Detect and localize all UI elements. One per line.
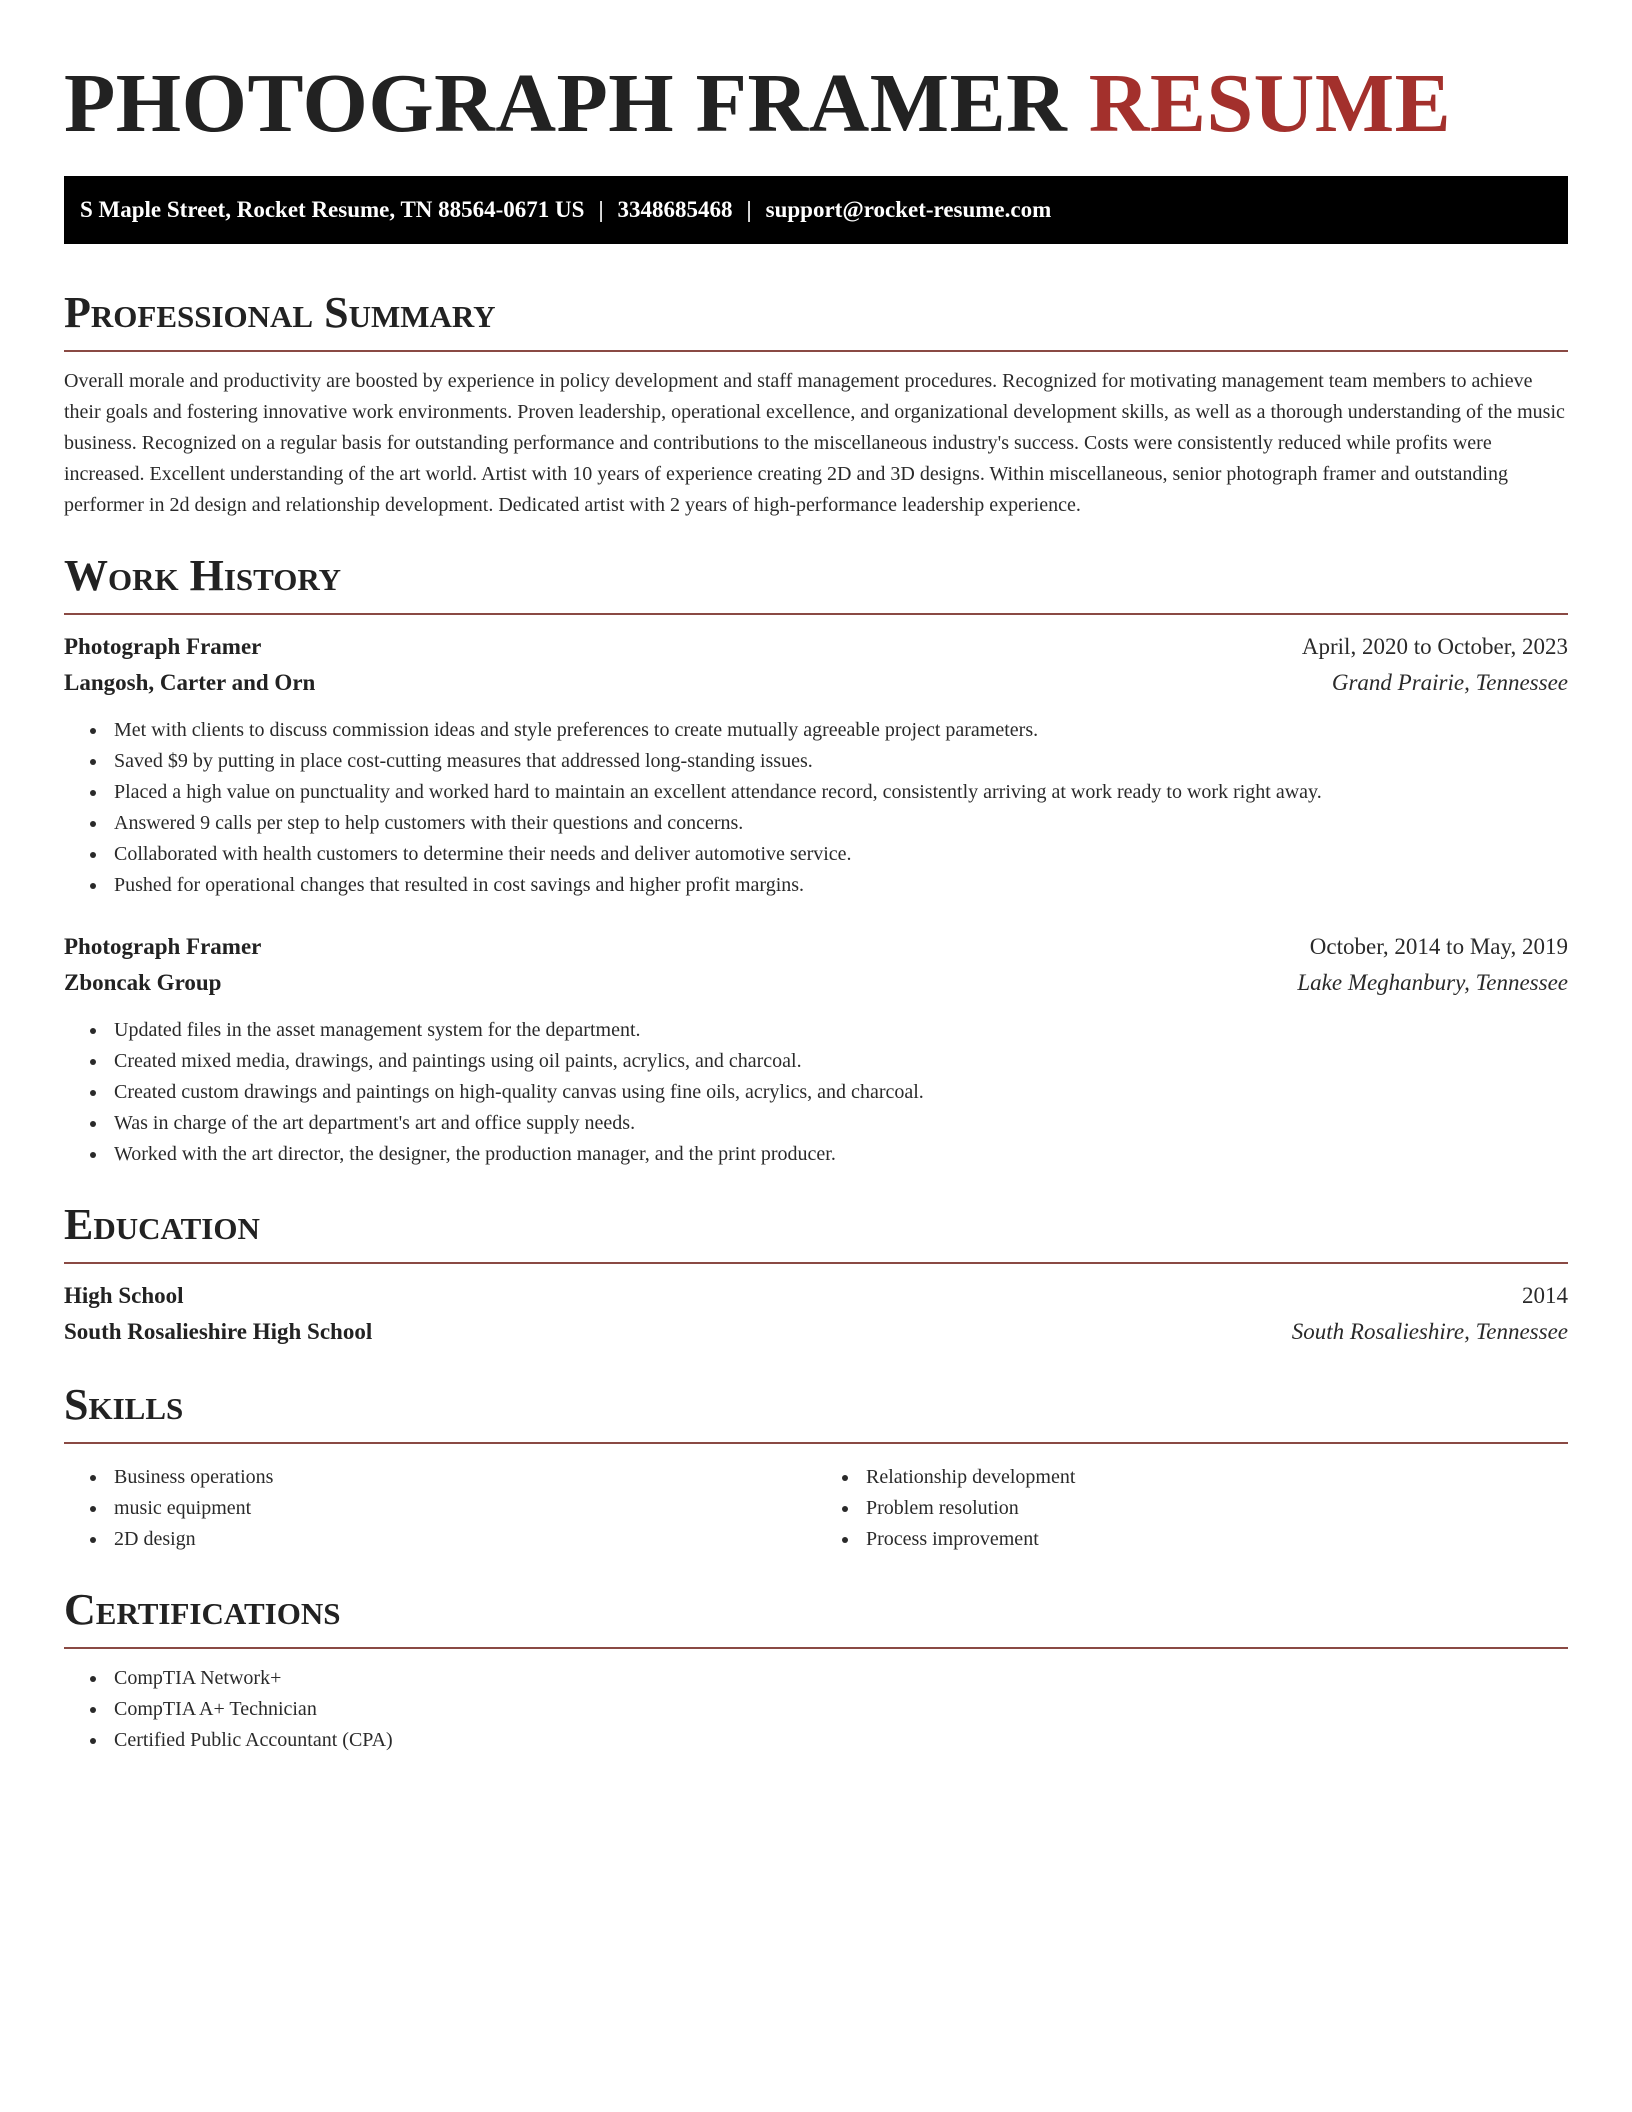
job-location: Lake Meghanbury, Tennessee xyxy=(1297,970,1568,995)
skills-list-left xyxy=(64,1462,816,1555)
contact-address: S Maple Street, Rocket Resume, TN 88564-0671 US xyxy=(80,197,585,222)
skill-item: • 2D design xyxy=(108,1524,816,1555)
skill-item: • Problem resolution xyxy=(860,1493,1568,1524)
contact-separator: | xyxy=(746,197,752,222)
job-bullet: • Saved $9 by putting in place cost-cutting measures that addressed long-standing issues. xyxy=(108,746,1568,777)
job-company: Zboncak Group xyxy=(64,970,222,995)
certifications-heading: Certifications xyxy=(64,1585,341,1634)
job-entry xyxy=(64,929,1568,1170)
job-bullet: • Answered 9 calls per step to help customers with their questions and concerns. xyxy=(108,808,1568,839)
skill-item: • Process improvement xyxy=(860,1524,1568,1555)
job-bullet: • Pushed for operational changes that resulted in cost savings and higher profit margins. xyxy=(108,870,1568,901)
certifications-list xyxy=(64,1663,1568,1756)
job-bullet: • Collaborated with health customers to determine their needs and deliver automotive service. xyxy=(108,839,1568,870)
job-bullet: • Created custom drawings and paintings on high-quality canvas using fine oils, acrylics, and charcoal. xyxy=(108,1077,1568,1108)
section-divider xyxy=(64,1442,1568,1444)
section-divider xyxy=(64,1647,1568,1649)
title-accent: RESUME xyxy=(1088,57,1452,150)
education-school: South Rosalieshire High School xyxy=(64,1319,373,1344)
job-company-row xyxy=(64,665,1568,701)
summary-heading: Professional Summary xyxy=(64,288,496,337)
education-location: South Rosalieshire, Tennessee xyxy=(1291,1319,1568,1344)
job-company: Langosh, Carter and Orn xyxy=(64,670,316,695)
contact-email[interactable]: support@rocket-resume.com xyxy=(765,197,1052,222)
education-school-row xyxy=(64,1314,1568,1350)
contact-bar xyxy=(64,176,1568,244)
section-divider xyxy=(64,350,1568,352)
contact-phone[interactable]: 3348685468 xyxy=(617,197,733,222)
summary-section xyxy=(64,288,1568,521)
summary-text: Overall morale and productivity are boosted by experience in policy development and staff management procedures. Recognized for motivating management team members to achieve their goals and fostering innovative work environments. Proven leadership, operational excellence, and organizational development skills, as well as a thorough understanding of the music business. Recognized on a regular basis for outstanding performance and contributions to the miscellaneous industry's success. Costs were consistently reduced while profits were increased. Excellent understanding of the art world. Artist with 10 years of experience creating 2D and 3D designs. Within miscellaneous, senior photograph framer and outstanding performer in 2d design and relationship development. Dedicated artist with 2 years of high-performance leadership experience. xyxy=(64,370,1565,516)
job-bullet-list xyxy=(64,1015,1568,1170)
job-bullet: • Was in charge of the art department's art and office supply needs. xyxy=(108,1108,1568,1139)
education-degree: High School xyxy=(64,1283,184,1308)
certification-item: • Certified Public Accountant (CPA) xyxy=(108,1725,1568,1756)
job-title: Photograph Framer xyxy=(64,634,262,659)
title-main: PHOTOGRAPH FRAMER xyxy=(64,57,1068,150)
job-dates: April, 2020 to October, 2023 xyxy=(1301,634,1568,659)
job-location: Grand Prairie, Tennessee xyxy=(1331,670,1568,695)
job-bullet: • Created mixed media, drawings, and paintings using oil paints, acrylics, and charcoal. xyxy=(108,1046,1568,1077)
job-dates: October, 2014 to May, 2019 xyxy=(1309,934,1568,959)
job-bullet-list xyxy=(64,715,1568,901)
section-divider xyxy=(64,613,1568,615)
skills-heading: Skills xyxy=(64,1380,184,1429)
section-divider xyxy=(64,1262,1568,1264)
skills-list-right xyxy=(816,1462,1568,1555)
education-heading: Education xyxy=(64,1200,260,1249)
resume-title xyxy=(64,54,1568,154)
job-title-row xyxy=(64,929,1568,965)
job-title-row xyxy=(64,629,1568,665)
certifications-section xyxy=(64,1585,1568,1756)
education-degree-row xyxy=(64,1278,1568,1314)
skill-item: • music equipment xyxy=(108,1493,816,1524)
job-bullet: • Placed a high value on punctuality and worked hard to maintain an excellent attendance record, consistently arriving at work ready to work right away. xyxy=(108,777,1568,808)
certification-item: • CompTIA A+ Technician xyxy=(108,1694,1568,1725)
work-history-section xyxy=(64,551,1568,1170)
job-entry xyxy=(64,629,1568,901)
certification-item: • CompTIA Network+ xyxy=(108,1663,1568,1694)
skills-section xyxy=(64,1380,1568,1555)
job-title: Photograph Framer xyxy=(64,934,262,959)
job-bullet: • Updated files in the asset management system for the department. xyxy=(108,1015,1568,1046)
skills-grid xyxy=(64,1458,1568,1555)
contact-separator: | xyxy=(598,197,604,222)
skill-item: • Business operations xyxy=(108,1462,816,1493)
job-bullet: • Worked with the art director, the designer, the production manager, and the print producer. xyxy=(108,1139,1568,1170)
job-company-row xyxy=(64,965,1568,1001)
education-section xyxy=(64,1200,1568,1350)
education-year: 2014 xyxy=(1522,1283,1568,1308)
work-history-heading: Work History xyxy=(64,551,342,600)
job-bullet: • Met with clients to discuss commission ideas and style preferences to create mutually agreeable project parameters. xyxy=(108,715,1568,746)
skill-item: • Relationship development xyxy=(860,1462,1568,1493)
